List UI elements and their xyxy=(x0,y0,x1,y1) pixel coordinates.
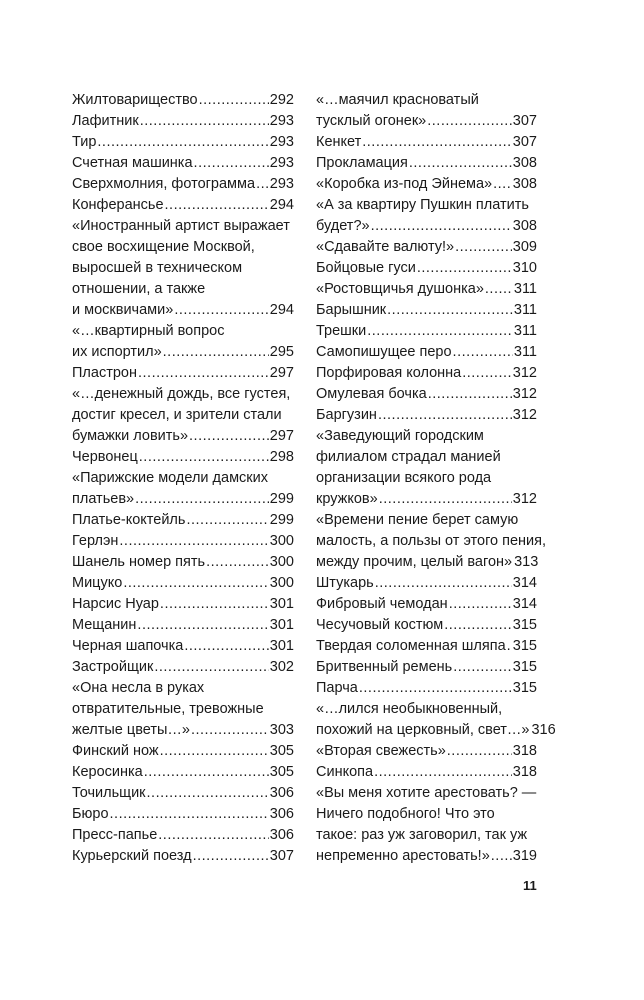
toc-entry-page-number: 312 xyxy=(512,386,537,402)
toc-entry-last-line xyxy=(72,552,294,573)
toc-entry-title: Баргузин xyxy=(316,407,377,423)
toc-entry-title-line: выросшей в техническом xyxy=(72,260,243,276)
toc-entry-last-line xyxy=(72,195,294,216)
toc-entry-page-number: 315 xyxy=(512,659,537,675)
dot-leader xyxy=(462,363,512,384)
dot-leader xyxy=(371,216,512,237)
toc-entry xyxy=(316,153,537,174)
dot-leader xyxy=(455,237,512,258)
dot-leader xyxy=(449,594,512,615)
dot-leader xyxy=(507,636,512,657)
toc-entry-page-number: 306 xyxy=(269,785,294,801)
toc-entry-title-line: отвратительные, тревожные xyxy=(72,701,264,717)
toc-entry-page-number: 301 xyxy=(269,617,294,633)
toc-entry-title-line: организации всякого рода xyxy=(316,470,492,486)
toc-entry-page-number: 295 xyxy=(269,344,294,360)
toc-entry-last-line xyxy=(316,111,537,132)
dot-leader xyxy=(444,615,512,636)
toc-entry-last-line xyxy=(72,594,294,615)
toc-entry xyxy=(316,594,537,615)
toc-entry-last-line xyxy=(72,363,294,384)
toc-entry xyxy=(72,804,294,825)
toc-entry-page-number: 319 xyxy=(512,848,537,864)
toc-entry xyxy=(316,384,537,405)
dot-leader xyxy=(154,657,268,678)
toc-entry-title: Синкопа xyxy=(316,764,374,780)
toc-entry-last-line xyxy=(316,594,537,615)
toc-entry-title: Точильщик xyxy=(72,785,146,801)
dot-leader xyxy=(165,195,269,216)
dot-leader xyxy=(194,153,269,174)
dot-leader xyxy=(189,426,269,447)
toc-entry-page-number: 315 xyxy=(512,680,537,696)
toc-entry-title: Мицуко xyxy=(72,575,123,591)
toc-entry-title: кружков» xyxy=(316,491,378,507)
toc-entry-title: Чесучовый костюм xyxy=(316,617,444,633)
dot-leader xyxy=(409,153,512,174)
dot-leader xyxy=(163,342,269,363)
toc-entry xyxy=(72,447,294,468)
toc-entry-title-line: Ничего подобного! Что это xyxy=(316,806,495,822)
toc-entry-title: Нарсис Нуар xyxy=(72,596,159,612)
toc-entry-last-line xyxy=(316,615,537,636)
toc-entry-page-number: 298 xyxy=(269,449,294,465)
toc-entry-page-number: 297 xyxy=(269,428,294,444)
dot-leader xyxy=(119,531,268,552)
dot-leader xyxy=(137,615,268,636)
toc-entry-last-line xyxy=(316,678,537,699)
dot-leader xyxy=(485,279,513,300)
dot-leader xyxy=(375,573,512,594)
toc-entry-last-line xyxy=(72,426,294,447)
toc-entry xyxy=(72,552,294,573)
dot-leader xyxy=(174,300,268,321)
toc-entry-title: Конферансье xyxy=(72,197,164,213)
toc-entry-title: между прочим, целый вагон» xyxy=(316,554,513,570)
toc-entry xyxy=(316,762,537,783)
dot-leader xyxy=(359,678,512,699)
dot-leader xyxy=(379,489,512,510)
toc-entry-title-line: свое восхищение Москвой, xyxy=(72,239,255,255)
toc-entry-title: «Сдавайте валюту!» xyxy=(316,239,455,255)
toc-entry-page-number: 300 xyxy=(269,554,294,570)
toc-entry-page-number: 293 xyxy=(269,176,294,192)
toc-entry xyxy=(72,783,294,804)
toc-entry-title-line: отношении, а также xyxy=(72,281,206,297)
dot-leader xyxy=(140,111,269,132)
toc-entry xyxy=(72,657,294,678)
toc-entry xyxy=(316,363,537,384)
toc-entry-page-number: 312 xyxy=(512,491,537,507)
toc-entry-title: Шанель номер пять xyxy=(72,554,206,570)
dot-leader xyxy=(135,489,269,510)
toc-entry-title-line: «Вы меня хотите арестовать? — xyxy=(316,785,537,801)
dot-leader xyxy=(427,111,512,132)
toc-entry xyxy=(72,468,294,510)
toc-entry-last-line xyxy=(72,489,294,510)
toc-entry-page-number: 313 xyxy=(514,554,539,570)
toc-entry xyxy=(72,510,294,531)
toc-entry-page-number: 297 xyxy=(269,365,294,381)
toc-entry xyxy=(72,363,294,384)
dot-leader xyxy=(491,846,512,867)
toc-entry-title: Самопишущее перо xyxy=(316,344,452,360)
toc-entry-last-line xyxy=(316,552,537,573)
toc-entry-page-number: 315 xyxy=(512,638,537,654)
toc-entry xyxy=(316,279,537,300)
toc-entry-page-number: 299 xyxy=(269,512,294,528)
dot-leader xyxy=(367,321,513,342)
toc-entry xyxy=(316,615,537,636)
toc-entry-last-line xyxy=(72,846,294,867)
toc-entry-title: «Вторая свежесть» xyxy=(316,743,446,759)
toc-entry-title: тусклый огонек» xyxy=(316,113,427,129)
toc-entry-title: будет?» xyxy=(316,218,370,234)
toc-entry-last-line xyxy=(316,573,537,594)
toc-entry-last-line xyxy=(72,741,294,762)
dot-leader xyxy=(184,636,268,657)
toc-entry-title: Бойцовые гуси xyxy=(316,260,416,276)
toc-entry-title-line: достиг кресел, и зрители стали xyxy=(72,407,282,423)
toc-entry-title: Порфировая колонна xyxy=(316,365,462,381)
toc-entry-last-line xyxy=(72,300,294,321)
toc-entry xyxy=(316,132,537,153)
toc-entry-page-number: 312 xyxy=(512,365,537,381)
dot-leader xyxy=(144,762,269,783)
toc-entry-page-number: 293 xyxy=(269,134,294,150)
dot-leader xyxy=(160,741,269,762)
toc-entry xyxy=(72,111,294,132)
toc-entry-title-line: малость, а пользы от этого пения, xyxy=(316,533,547,549)
toc-entry-title-line: «Заведующий городским xyxy=(316,428,484,444)
toc-entry-title: «Коробка из-под Эйнема» xyxy=(316,176,493,192)
toc-entry xyxy=(72,636,294,657)
toc-entry-title: Герлэн xyxy=(72,533,119,549)
toc-entry xyxy=(316,783,537,867)
toc-entry-title: похожий на церковный, свет…» xyxy=(316,722,530,738)
toc-entry-title: Сверхмолния, фотограмма xyxy=(72,176,256,192)
toc-entry xyxy=(72,573,294,594)
toc-entry-page-number: 314 xyxy=(512,575,537,591)
dot-leader xyxy=(378,405,512,426)
toc-entry xyxy=(72,384,294,447)
toc-entry-last-line xyxy=(316,321,537,342)
toc-entry-title: Пресс-папье xyxy=(72,827,158,843)
toc-entry-title: Бюро xyxy=(72,806,109,822)
toc-entry-title-line: «Парижские модели дамских xyxy=(72,470,268,486)
toc-entry xyxy=(316,678,537,699)
dot-leader xyxy=(191,720,269,741)
toc-entry-last-line xyxy=(72,783,294,804)
page-number: 11 xyxy=(523,878,537,893)
dot-leader xyxy=(186,510,268,531)
toc-entry-last-line xyxy=(316,846,537,867)
toc-entry-page-number: 294 xyxy=(269,197,294,213)
toc-entry-page-number: 310 xyxy=(512,260,537,276)
toc-entry xyxy=(316,300,537,321)
toc-entry-title-line: «А за квартиру Пушкин платить xyxy=(316,197,529,213)
toc-entry-title: Счетная машинка xyxy=(72,155,193,171)
dot-leader xyxy=(199,90,269,111)
toc-entry-title: Платье-коктейль xyxy=(72,512,186,528)
toc-entry-title: «Ростовщичья душонка» xyxy=(316,281,484,297)
toc-entry-page-number: 308 xyxy=(512,176,537,192)
dot-leader xyxy=(206,552,269,573)
toc-entry-title-line: «Времени пение берет самую xyxy=(316,512,519,528)
toc-entry-last-line xyxy=(72,573,294,594)
toc-entry-last-line xyxy=(72,132,294,153)
toc-entry-title: бумажки ловить» xyxy=(72,428,189,444)
toc-entry xyxy=(72,195,294,216)
toc-entry-page-number: 311 xyxy=(513,302,537,318)
dot-leader xyxy=(193,846,269,867)
toc-entry xyxy=(316,195,537,237)
dot-leader xyxy=(387,300,513,321)
toc-entry-last-line xyxy=(316,405,537,426)
toc-entry xyxy=(316,258,537,279)
dot-leader xyxy=(447,741,512,762)
dot-leader xyxy=(139,447,269,468)
toc-entry-last-line xyxy=(316,636,537,657)
dot-leader xyxy=(138,363,269,384)
toc-entry-page-number: 300 xyxy=(269,533,294,549)
toc-entry-last-line xyxy=(72,825,294,846)
toc-entry-title: Трешки xyxy=(316,323,367,339)
toc-entry xyxy=(316,342,537,363)
toc-entry xyxy=(72,762,294,783)
toc-entry xyxy=(72,174,294,195)
toc-entry xyxy=(316,426,537,510)
toc-entry-last-line xyxy=(316,216,537,237)
toc-entry-title: Керосинка xyxy=(72,764,143,780)
toc-entry-last-line xyxy=(72,90,294,111)
toc-entry-last-line xyxy=(316,762,537,783)
dot-leader xyxy=(158,825,269,846)
toc-entry xyxy=(72,594,294,615)
toc-entry-last-line xyxy=(72,720,294,741)
toc-entry xyxy=(316,405,537,426)
dot-leader xyxy=(453,342,513,363)
toc-entry-title-line: «Иностранный артист выражает xyxy=(72,218,290,234)
toc-entry xyxy=(72,132,294,153)
toc-entry-title: и москвичами» xyxy=(72,302,174,318)
toc-entry xyxy=(316,237,537,258)
toc-entry-last-line xyxy=(72,153,294,174)
toc-entry-page-number: 307 xyxy=(269,848,294,864)
toc-entry-last-line xyxy=(316,279,537,300)
toc-entry-last-line xyxy=(72,342,294,363)
toc-entry-page-number: 311 xyxy=(513,344,537,360)
toc-entry-page-number: 299 xyxy=(269,491,294,507)
toc-entry-page-number: 302 xyxy=(269,659,294,675)
toc-entry-title: Лафитник xyxy=(72,113,139,129)
toc-entry-page-number: 315 xyxy=(512,617,537,633)
toc-entry-title: платьев» xyxy=(72,491,135,507)
toc-entry-last-line xyxy=(316,657,537,678)
toc-entry-page-number: 308 xyxy=(512,218,537,234)
toc-column-left xyxy=(72,90,294,867)
toc-entry-title: Прокламация xyxy=(316,155,408,171)
dot-leader xyxy=(362,132,512,153)
toc-entry xyxy=(72,678,294,741)
toc-entry xyxy=(316,174,537,195)
toc-column-right xyxy=(316,90,556,867)
toc-entry-title: Парча xyxy=(316,680,358,696)
toc-entry-page-number: 301 xyxy=(269,596,294,612)
dot-leader xyxy=(453,657,512,678)
toc-entry-last-line xyxy=(316,153,537,174)
toc-entry xyxy=(72,615,294,636)
dot-leader xyxy=(160,594,269,615)
toc-entry xyxy=(72,531,294,552)
toc-entry-page-number: 311 xyxy=(513,323,537,339)
toc-entry-page-number: 303 xyxy=(269,722,294,738)
toc-entry xyxy=(72,321,294,363)
toc-entry-title: Червонец xyxy=(72,449,138,465)
toc-entry-last-line xyxy=(72,615,294,636)
toc-entry-title: Курьерский поезд xyxy=(72,848,192,864)
toc-entry-last-line xyxy=(72,447,294,468)
dot-leader xyxy=(110,804,269,825)
toc-entry-page-number: 312 xyxy=(512,407,537,423)
toc-entry-title-line: «…маячил красноватый xyxy=(316,92,479,108)
toc-entry-last-line xyxy=(316,258,537,279)
toc-entry-title: Мещанин xyxy=(72,617,137,633)
toc-entry-last-line xyxy=(316,300,537,321)
toc-entry xyxy=(72,216,294,321)
toc-entry-title: Застройщик xyxy=(72,659,154,675)
toc-entry xyxy=(316,699,556,741)
toc-entry-last-line xyxy=(316,342,537,363)
toc-entry-title-line: «…квартирный вопрос xyxy=(72,323,225,339)
toc-entry-last-line xyxy=(72,174,294,195)
toc-entry-title: Фибровый чемодан xyxy=(316,596,448,612)
toc-entry-last-line xyxy=(316,489,537,510)
toc-entry-title: Пластрон xyxy=(72,365,137,381)
toc-entry-last-line xyxy=(72,111,294,132)
toc-entry-page-number: 294 xyxy=(269,302,294,318)
toc-entry-page-number: 307 xyxy=(512,134,537,150)
toc-entry-page-number: 300 xyxy=(269,575,294,591)
toc-entry xyxy=(72,825,294,846)
dot-leader xyxy=(256,174,269,195)
toc-entry-last-line xyxy=(316,384,537,405)
toc-entry-page-number: 293 xyxy=(269,155,294,171)
toc-entry-title: Черная шапочка xyxy=(72,638,184,654)
toc-entry-title: Штукарь xyxy=(316,575,374,591)
toc-entry-page-number: 292 xyxy=(269,92,294,108)
toc-entry xyxy=(316,573,537,594)
toc-entry-page-number: 306 xyxy=(269,806,294,822)
toc-entry-page-number: 314 xyxy=(512,596,537,612)
toc-entry-page-number: 316 xyxy=(531,722,556,738)
toc-entry xyxy=(316,657,537,678)
toc-entry-last-line xyxy=(316,720,556,741)
toc-entry xyxy=(72,741,294,762)
toc-entry-page-number: 309 xyxy=(512,239,537,255)
toc-entry-title: Омулевая бочка xyxy=(316,386,427,402)
toc-entry-title: непременно арестовать!» xyxy=(316,848,490,864)
toc-entry-last-line xyxy=(72,531,294,552)
toc-entry-title: желтые цветы…» xyxy=(72,722,190,738)
toc-entry-last-line xyxy=(316,132,537,153)
dot-leader xyxy=(374,762,512,783)
toc-entry-page-number: 308 xyxy=(512,155,537,171)
dot-leader xyxy=(428,384,512,405)
toc-entry-page-number: 318 xyxy=(512,764,537,780)
toc-entry-page-number: 293 xyxy=(269,113,294,129)
toc-entry-title: Кенкет xyxy=(316,134,362,150)
toc-entry-last-line xyxy=(72,762,294,783)
toc-entry-title: Твердая соломенная шляпа xyxy=(316,638,506,654)
toc-entry-title: Финский нож xyxy=(72,743,159,759)
toc-entry xyxy=(316,636,537,657)
toc-entry-page-number: 311 xyxy=(513,281,537,297)
toc-entry-last-line xyxy=(316,237,537,258)
toc-entry-title: Барышник xyxy=(316,302,387,318)
toc-entry-last-line xyxy=(316,174,537,195)
toc-entry xyxy=(316,741,537,762)
toc-entry-page-number: 307 xyxy=(512,113,537,129)
toc-entry-page-number: 318 xyxy=(512,743,537,759)
toc-entry-last-line xyxy=(72,657,294,678)
toc-entry-title-line: «…денежный дождь, все густея, xyxy=(72,386,291,402)
dot-leader xyxy=(97,132,268,153)
toc-entry xyxy=(316,510,547,573)
toc-entry-last-line xyxy=(72,510,294,531)
toc-entry-page-number: 301 xyxy=(269,638,294,654)
toc-entry-title: Тир xyxy=(72,134,97,150)
toc-entry-title: Жилтоварищество xyxy=(72,92,198,108)
toc-entry-page-number: 305 xyxy=(269,764,294,780)
toc-entry xyxy=(316,321,537,342)
toc-entry-last-line xyxy=(72,804,294,825)
toc-entry-last-line xyxy=(316,363,537,384)
toc-entry-title-line: такое: раз уж заговорил, так уж xyxy=(316,827,528,843)
dot-leader xyxy=(417,258,512,279)
toc-entry-title-line: «…лился необыкновенный, xyxy=(316,701,503,717)
toc-entry-title: Бритвенный ремень xyxy=(316,659,453,675)
dot-leader xyxy=(123,573,268,594)
dot-leader xyxy=(147,783,269,804)
toc-entry xyxy=(72,153,294,174)
toc-entry xyxy=(316,90,537,132)
toc-entry-page-number: 305 xyxy=(269,743,294,759)
toc-entry xyxy=(72,846,294,867)
toc-entry-page-number: 306 xyxy=(269,827,294,843)
toc-entry-title-line: «Она несла в руках xyxy=(72,680,205,696)
toc-entry-last-line xyxy=(316,741,537,762)
toc-entry xyxy=(72,90,294,111)
toc-entry-last-line xyxy=(72,636,294,657)
dot-leader xyxy=(493,174,512,195)
toc-entry-title-line: филиалом страдал манией xyxy=(316,449,501,465)
toc-entry-title: их испортил» xyxy=(72,344,162,360)
